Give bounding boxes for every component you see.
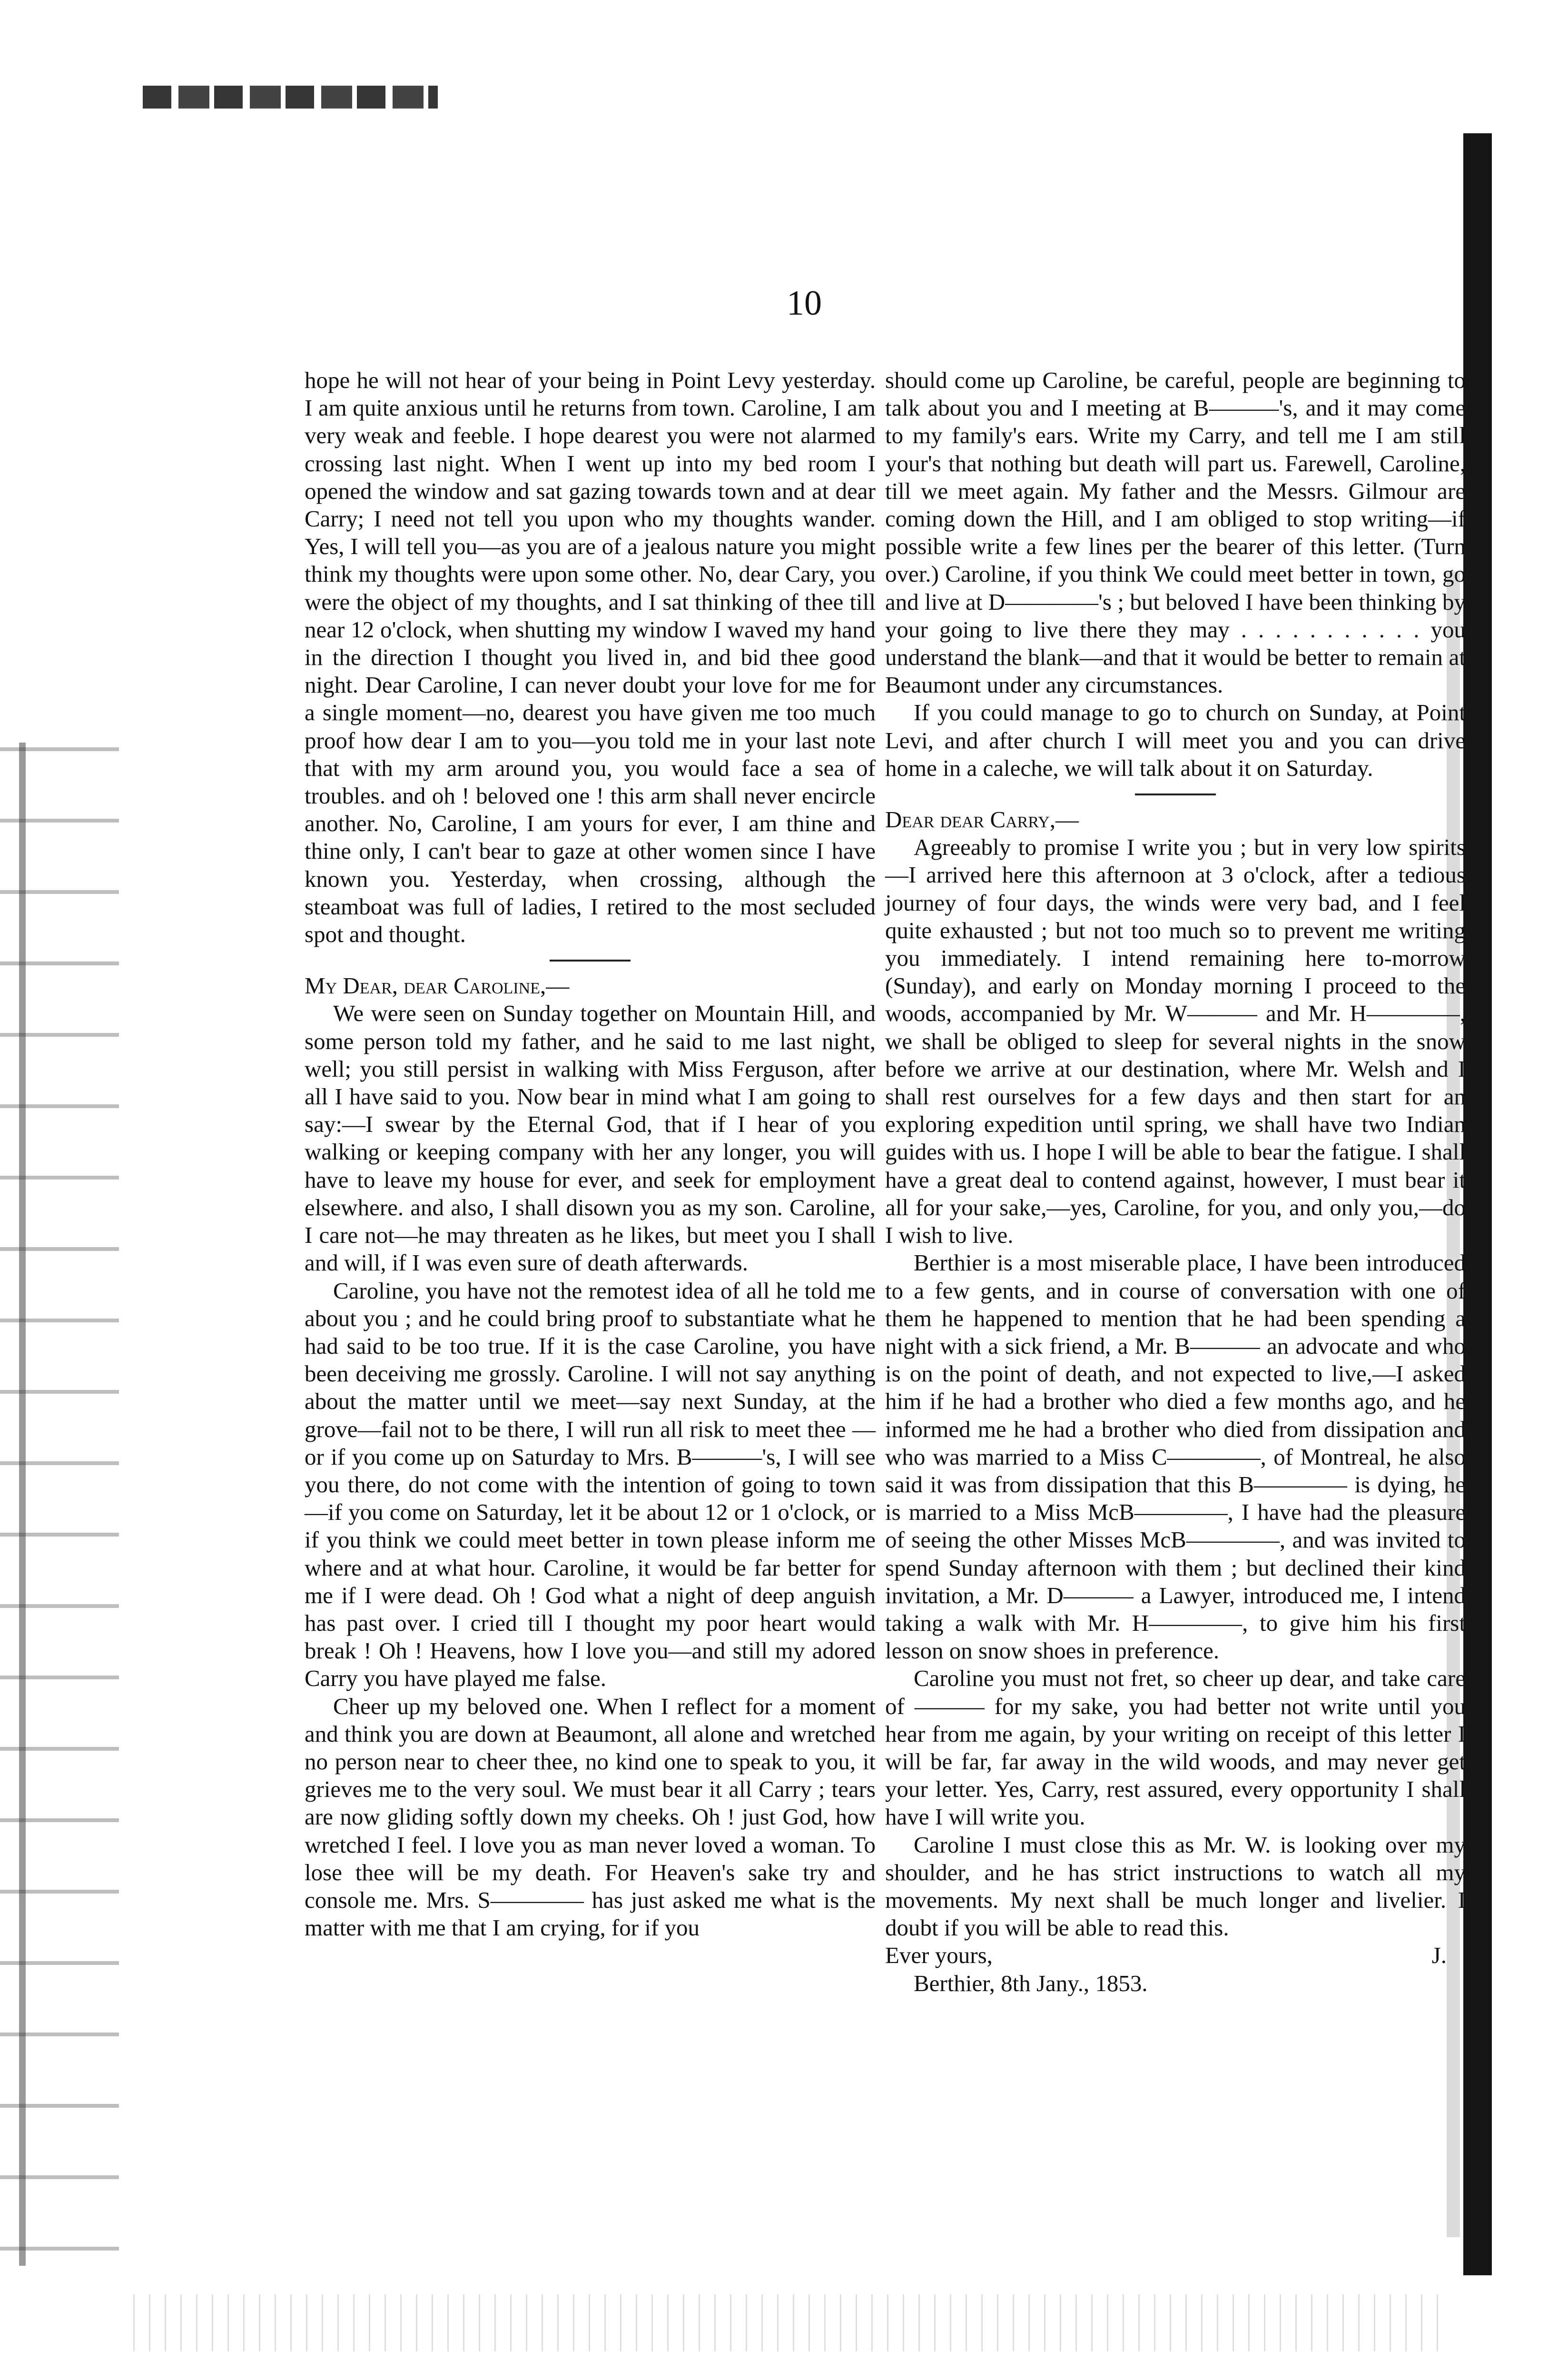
letter-paragraph: Caroline I must close this as Mr. W. is looking over my shoulder, and he has strict instructions to watch all my movements. My next shall be much longer and livelier. I doubt if you will be able to read this. [885,1831,1466,1941]
scan-artifact-right-edge [1463,133,1492,2275]
letter-salutation: Dear dear Carry,— [885,806,1079,833]
letter-paragraph: Cheer up my beloved one. When I reflect for a moment and think you are down at Beaumont, all alone and wretched no person near to cheer thee, no kind one to speak to you, it grieves me to the very soul. We must bear it all Carry ; tears are now gliding softly down my cheeks. Oh ! just God, how wretched I feel. I love you as man never loved a woman. To lose thee will be my death. For Heaven's sake try and console me. Mrs. S———— has just asked me what is the matter with me that I am crying, for if you [305,1693,876,1941]
section-divider [550,960,631,962]
letter-paragraph: Berthier is a most miserable place, I have been introduced to a few gents, and in course of conversation with one of them he happened to mention that he had been spending a night with a sick friend, a Mr. B——— an advocate and who is on the point of death, and not expected to live,—I asked him if he had a brother who died a few months ago, and he informed me he had a brother who died from dissipation and who was married to a Miss C————, of Montreal, he also said it was from dissipation that this B———— is dying, he is married to a Miss McB————, I have had the pleasure of seeing the other Misses McB————, and was invited to spend Sunday afternoon with them ; but declined their kind invitation, a Mr. D——— a Lawyer, introduced me, I intend taking a walk with Mr. H————, to give him his first lesson on snow shoes in preference. [885,1250,1466,1664]
letter-dateline: Berthier, 8th Jany., 1853. [914,1970,1148,1996]
scan-artifact-top [143,86,438,109]
scan-artifact-left-edge [0,714,119,2285]
page-number: 10 [787,284,822,323]
letter-salutation: My Dear, dear Caroline,— [305,972,570,999]
section-divider [1135,793,1216,795]
letter-paragraph: Agreeably to promise I write you ; but in very low spirits—I arrived here this afternoon at 3 o'clock, after a tedious journey of four days, the winds were very bad, and I feel quite exhausted ; but not too much so to prevent me writing you immediately. I intend remaining here to-morrow (Sunday), and early on Monday morning I proceed to the woods, accompanied by Mr. W——— and Mr. H————, we shall be obliged to sleep for several nights in the snow before we arrive at our destination, where Mr. Welsh and I shall rest ourselves for a few days and then start for an exploring expedition until spring, we shall have two Indian guides with us. I hope I will be able to bear the fatigue. I shall have a great deal to contend against, however, I must bear it all for your sake,—yes, Caroline, for you, and only you,—do I wish to live. [885,834,1466,1249]
letter-signature: J. [1431,1942,1447,1969]
left-column [305,367,876,1942]
letter-paragraph: Caroline, you have not the remotest idea of all he told me about you ; and he could bring proof to substantiate what he had said to be too true. If it is the case Caroline, you have been deceiving me grossly. Caroline. I will not say anything about the matter until we meet—say next Sunday, at the grove—fail not to be there, I will run all risk to meet thee —or if you come up on Saturday to Mrs. B———'s, I will see you there, do not come with the intention of going to town —if you come on Saturday, let it be about 12 or 1 o'clock, or if you think we could meet better in town please inform me where and at what hour. Caroline, it would be far better for me if I were dead. Oh ! God what a night of deep anguish has past over. I cried till I thought my poor heart would break ! Oh ! Heavens, how I love you—and still my adored Carry you have played me false. [305,1277,876,1692]
letter-paragraph: We were seen on Sunday together on Mountain Hill, and some person told my father, and he said to me last night, well; you still persist in walking with Miss Ferguson, after all I have said to you. Now bear in mind what I am going to say:—I swear by the Eternal God, that if I hear of you walking or keeping company with her any longer, you will have to leave my house for ever, and seek for employment elsewhere. and also, I shall disown you as my son. Caroline, I care not—he may threaten as he likes, but meet you I shall and will, if I was even sure of death afterwards. [305,1000,876,1276]
scan-artifact-bottom [119,2294,1451,2351]
letter-closing: Ever yours, [885,1942,993,1969]
postscript: If you could manage to go to church on Sunday, at Point Levi, and after church I will meet you and you can drive home in a caleche, we will talk about it on Saturday. [885,699,1466,781]
right-column [885,367,1466,1997]
letter-paragraph: Caroline you must not fret, so cheer up dear, and take care of ——— for my sake, you had better not write until you hear from me again, by your writing on receipt of this letter I will be far, far away in the wild woods, and may never get your letter. Yes, Carry, rest assured, every opportunity I shall have I will write you. [885,1665,1466,1830]
continued-letter-text: should come up Caroline, be careful, people are beginning to talk about you and I meeting at B———'s, and it may come to my family's ears. Write my Carry, and tell me I am still your's that nothing but death will part us. Farewell, Caroline, till we meet again. My father and the Messrs. Gilmour are coming down the Hill, and I am obliged to stop writing—if possible write a few lines per the bearer of this letter. (Turn over.) Caroline, if you think We could meet better in town, go and live at D————'s ; but beloved I have been thinking by your going to live there they may . . . . . . . . . . . you understand the blank—and that it would be better to remain at Beaumont under any circumstances. [885,367,1466,698]
scan-artifact-left-bar [19,743,26,2266]
continued-letter-text: hope he will not hear of your being in Point Levy yesterday. I am quite anxious until he returns from town. Caroline, I am very weak and feeble. I hope dearest you were not alarmed crossing last night. When I went up into my bed room I opened the window and sat gazing towards town and at dear Carry; I need not tell you upon who my thoughts wander. Yes, I will tell you—as you are of a jealous nature you might think my thoughts were upon some other. No, dear Cary, you were the object of my thoughts, and I sat thinking of thee till near 12 o'clock, when shutting my window I waved my hand in the direction I thought you lived in, and bid thee good night. Dear Caroline, I can never doubt your love for me for a single moment—no, dearest you have given me too much proof how dear I am to you—you told me in your last note that with my arm around you, you would face a sea of troubles. and oh ! beloved one ! this arm shall never encircle another. No, Caroline, I am yours for ever, I am thine and thine only, I can't bear to gaze at other women since I have known you. Yesterday, when crossing, although the steamboat was full of ladies, I retired to the most secluded spot and thought. [305,367,876,948]
letter-signoff [885,1942,1466,1969]
